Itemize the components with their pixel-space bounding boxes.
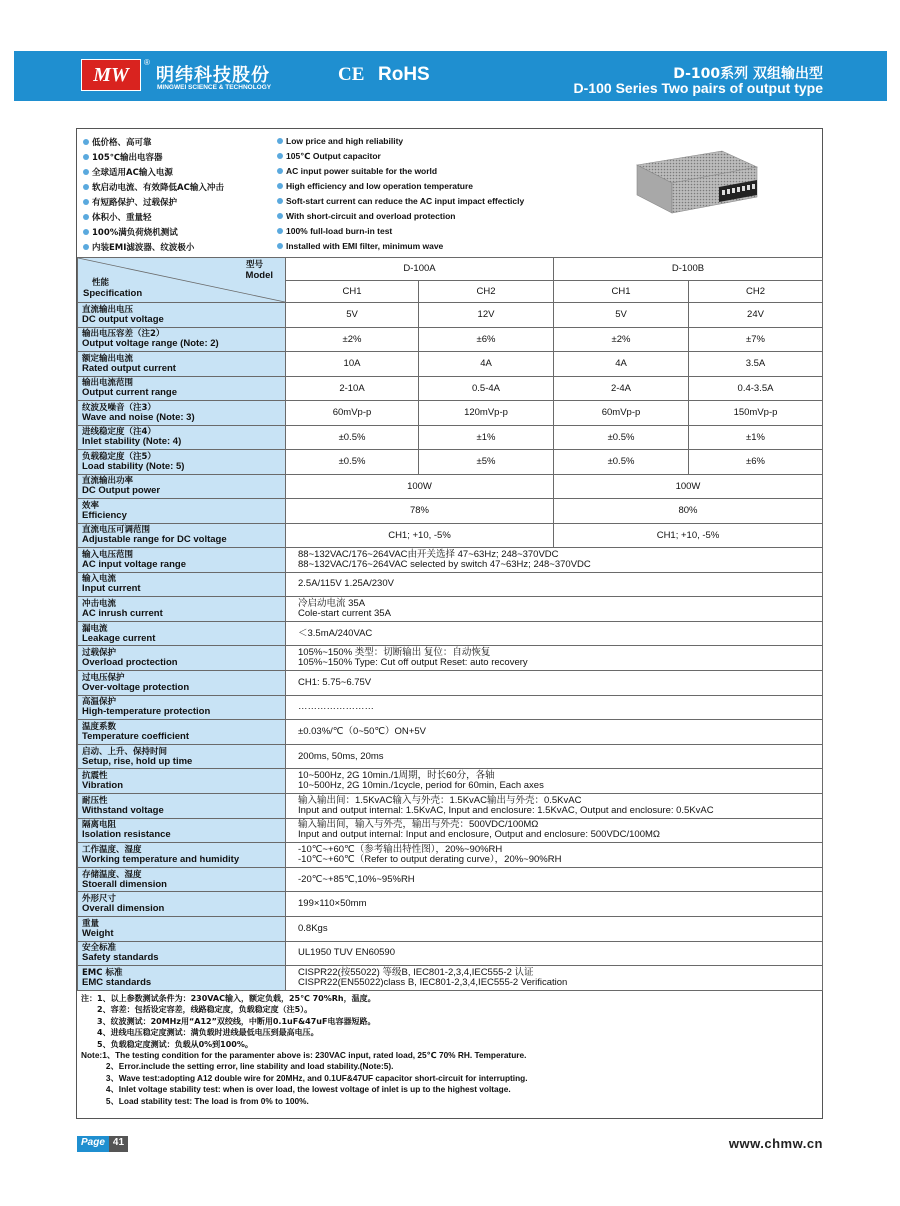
feature-text-cn: 全球适用AC输入电源	[92, 168, 173, 178]
spec-label-cn: 耐压性	[82, 795, 108, 806]
spec-label-cn: 重量	[82, 918, 100, 929]
spec-value-line: 10~500Hz, 2G 10min./1周期，时长60分，各轴	[298, 770, 495, 782]
table-row	[78, 401, 823, 426]
spec-label-cn: 效率	[82, 500, 100, 511]
spec-label-cell	[78, 327, 286, 352]
spec-label-en: Vibration	[82, 780, 123, 792]
registered-mark: ®	[144, 58, 150, 67]
spec-value-line: -10℃~+60℃（Refer to output derating curve），20%~90%RH	[298, 853, 562, 865]
spec-value-line: 105%~150% Type: Cut off output Reset: auto recovery	[298, 657, 528, 669]
spec-label-cell	[78, 744, 286, 769]
spec-label-cn: 安全标准	[82, 943, 117, 954]
spec-value-cell: 78%	[286, 499, 554, 524]
spec-label-cn: 隔离电阻	[82, 820, 117, 831]
spec-value-cell	[286, 916, 823, 941]
spec-label-en: Specification	[83, 288, 143, 299]
spec-value-line: 200ms, 50ms, 20ms	[298, 750, 384, 762]
spec-label-en: AC input voltage range	[82, 558, 186, 570]
bullet-icon	[83, 229, 89, 235]
model-spec-header-cell	[78, 258, 286, 303]
spec-label-cell	[78, 720, 286, 745]
spec-label-cell	[78, 548, 286, 573]
spec-label-cn: 漏电流	[82, 623, 108, 634]
table-row	[78, 523, 823, 548]
company-name-cn: 明纬科技股份	[156, 65, 270, 86]
spec-value-cell: ±2%	[286, 327, 419, 352]
bullet-icon	[83, 154, 89, 160]
spec-value-cell	[286, 572, 823, 597]
feature-item-en	[277, 166, 437, 176]
spec-label-cn: 纹波及噪音（注3）	[82, 402, 156, 413]
spec-label-cell	[78, 499, 286, 524]
spec-label-en: EMC standards	[82, 976, 152, 988]
spec-label-cn: 外形尺寸	[82, 894, 117, 905]
feature-text-cn: 软启动电流、有效降低AC输入冲击	[92, 183, 224, 193]
spec-value-cell	[286, 744, 823, 769]
spec-label-en: Over-voltage protection	[82, 681, 190, 693]
series-title-en: D-100 Series Two pairs of output type	[573, 80, 823, 96]
company-name-en: MINGWEI SCIENCE & TECHNOLOGY	[157, 84, 272, 91]
model-d100a-header: D-100A	[286, 258, 554, 281]
spec-value-cell	[286, 548, 823, 573]
note-line-cn: 2、容差：包括设定容差，线路稳定度，负载稳定度（注5）。	[81, 1005, 313, 1015]
feature-text-en: 100% full-load burn-in test	[286, 226, 393, 236]
spec-label-en: Isolation resistance	[82, 829, 171, 841]
feature-item-en	[277, 226, 392, 236]
spec-label-cell	[78, 843, 286, 868]
spec-value-cell	[286, 892, 823, 917]
spec-label-en: AC inrush current	[82, 607, 163, 619]
spec-label-en: Wave and noise (Note: 3)	[82, 411, 195, 423]
table-row	[78, 572, 823, 597]
spec-value-cell: 120mVp-p	[419, 401, 554, 426]
power-supply-product-image	[627, 147, 762, 219]
spec-value-cell: 4A	[419, 352, 554, 377]
spec-label-en: High-temperature protection	[82, 706, 211, 718]
spec-value-cell	[286, 793, 823, 818]
spec-value-cell: ±0.5%	[286, 450, 419, 475]
spec-value-cell: ±5%	[419, 450, 554, 475]
bullet-icon	[83, 169, 89, 175]
spec-label-cell	[78, 670, 286, 695]
spec-value-cell: ±0.5%	[554, 450, 689, 475]
spec-label-cn: 直流电压可调范围	[82, 525, 151, 536]
note-line-en: Note:1、The testing condition for the paramenter above is: 230VAC input, rated load, 25℃ 70% RH. Temperature.	[81, 1050, 527, 1061]
table-row	[78, 597, 823, 622]
spec-value-cell: 2-10A	[286, 376, 419, 401]
table-row	[78, 720, 823, 745]
spec-value-cell: 4A	[554, 352, 689, 377]
spec-label-cell	[78, 695, 286, 720]
feature-text-en: Installed with EMI filter, minimum wave	[286, 241, 444, 251]
spec-label-en: Overall dimension	[82, 903, 165, 915]
spec-label-cell	[78, 597, 286, 622]
table-row	[78, 941, 823, 966]
spec-value-cell: 10A	[286, 352, 419, 377]
spec-label-cn: 性能	[92, 278, 110, 288]
spec-value-line: 10~500Hz, 2G 10min./1cycle, period for 60min, Each axes	[298, 780, 544, 792]
channel-header: CH2	[689, 280, 823, 303]
bullet-icon	[83, 214, 89, 220]
table-row	[78, 474, 823, 499]
note-line-en: 2、Error.include the setting error, line stability and load stability.(Note:5).	[81, 1061, 394, 1072]
feature-text-en: High efficiency and low operation temperature	[286, 181, 474, 191]
table-row	[78, 646, 823, 671]
table-row	[78, 867, 823, 892]
spec-value-cell: 80%	[554, 499, 823, 524]
feature-item-en	[277, 196, 524, 206]
spec-value-line: 输入输出间：1.5KvAC输入与外壳：1.5KvAC输出与外壳：0.5KvAC	[298, 794, 582, 806]
table-row	[78, 843, 823, 868]
table-row	[78, 303, 823, 328]
spec-value-cell: CH1; +10, -5%	[554, 523, 823, 548]
table-row	[78, 892, 823, 917]
spec-label-en: Efficiency	[82, 509, 127, 521]
spec-value-cell: CH1; +10, -5%	[286, 523, 554, 548]
bullet-icon	[83, 244, 89, 250]
feature-item-cn	[83, 211, 152, 223]
spec-value-line: ±0.03%/℃（0~50℃）ON+5V	[298, 725, 426, 737]
table-row	[78, 352, 823, 377]
spec-label-en: Inlet stability (Note: 4)	[82, 436, 182, 448]
spec-label-en: Withstand voltage	[82, 804, 164, 816]
table-row	[78, 916, 823, 941]
spec-value-cell: 60mVp-p	[554, 401, 689, 426]
spec-label-cell	[78, 769, 286, 794]
spec-label-en: Weight	[82, 927, 114, 939]
spec-value-line: CH1: 5.75~6.75V	[298, 676, 372, 688]
spec-label-en: Setup, rise, hold up time	[82, 755, 193, 767]
page-number: 41	[109, 1136, 128, 1152]
datasheet-frame	[76, 128, 823, 1119]
spec-value-cell: ±1%	[689, 425, 823, 450]
spec-label-cn: 额定输出电流	[82, 353, 134, 364]
channel-header: CH1	[286, 280, 419, 303]
table-row	[78, 621, 823, 646]
spec-value-line: ……………………	[298, 701, 374, 713]
spec-label-cell	[78, 474, 286, 499]
spec-value-cell: 150mVp-p	[689, 401, 823, 426]
bullet-icon	[83, 199, 89, 205]
model-label-en: Model	[245, 270, 273, 281]
feature-item-cn	[83, 241, 194, 253]
spec-label-en: Stoerall dimension	[82, 878, 167, 890]
spec-label-cell	[78, 867, 286, 892]
spec-label-cell	[78, 352, 286, 377]
spec-label-cell	[78, 892, 286, 917]
spec-value-line: CISPR22(EN55022)class B, IEC801-2,3,4,IEC555-2 Verification	[298, 976, 568, 988]
rohs-mark: RoHS	[378, 64, 430, 85]
feature-item-en	[277, 181, 473, 191]
spec-label-cn: 输出电压容差（注2）	[82, 329, 165, 340]
model-d100b-header: D-100B	[554, 258, 823, 281]
feature-item-cn	[83, 196, 177, 208]
spec-label-cn: 负载稳定度（注5）	[82, 451, 156, 462]
spec-label-cell	[78, 425, 286, 450]
bullet-icon	[83, 139, 89, 145]
spec-value-line: UL1950 TUV EN60590	[298, 947, 395, 959]
series-title-cn: D-100系列 双组输出型	[673, 66, 823, 82]
spec-label-en: Input current	[82, 583, 141, 595]
spec-label-en: Safety standards	[82, 952, 159, 964]
spec-value-line: 0.8Kgs	[298, 922, 328, 934]
feature-text-cn: 105℃输出电容器	[92, 153, 163, 163]
spec-label-en: DC output voltage	[82, 313, 164, 325]
spec-value-line: ＜3.5mA/240VAC	[298, 627, 373, 639]
spec-label-en: Temperature coefficient	[82, 730, 189, 742]
spec-label-en: Rated output current	[82, 362, 176, 374]
table-row	[78, 499, 823, 524]
feature-item-cn	[83, 151, 163, 163]
spec-label-cn: 输入电压范围	[82, 549, 134, 560]
table-row	[78, 793, 823, 818]
spec-value-line: 88~132VAC/176~264VAC由开关选择 47~63Hz; 248~370VDC	[298, 548, 559, 560]
spec-value-cell: 24V	[689, 303, 823, 328]
spec-value-cell	[286, 867, 823, 892]
feature-text-cn: 100%满负荷烧机测试	[92, 228, 178, 238]
spec-label-cell	[78, 916, 286, 941]
note-line-cn: 5、负载稳定度测试：负载从0%到100%。	[81, 1039, 253, 1049]
spec-value-cell	[286, 646, 823, 671]
bullet-icon	[277, 198, 283, 204]
spec-label-cell	[78, 621, 286, 646]
spec-value-cell: 5V	[286, 303, 419, 328]
spec-value-cell: 2-4A	[554, 376, 689, 401]
spec-label-cell	[78, 376, 286, 401]
spec-value-cell: 100W	[554, 474, 823, 499]
spec-value-line: -10℃~+60℃（参考输出特性图），20%~90%RH	[298, 843, 503, 855]
spec-label-cell	[78, 818, 286, 843]
spec-value-cell	[286, 621, 823, 646]
feature-text-en: 105℃ Output capacitor	[286, 151, 381, 161]
spec-label-cell	[78, 941, 286, 966]
spec-label-cell	[78, 303, 286, 328]
spec-label-cn: 直流输出电压	[82, 304, 134, 315]
spec-value-cell: ±6%	[689, 450, 823, 475]
note-line-en: 4、Inlet voltage stability test: when is over load, the lowest voltage of inlet is up to the highest voltage.	[81, 1084, 511, 1095]
feature-text-en: With short-circuit and overload protection	[286, 211, 456, 221]
feature-text-cn: 有短路保护、过载保护	[92, 198, 178, 208]
spec-value-cell: 5V	[554, 303, 689, 328]
table-row	[78, 769, 823, 794]
table-row	[78, 818, 823, 843]
feature-text-cn: 体积小、重量轻	[92, 213, 152, 223]
spec-label-cn: 输入电流	[82, 574, 117, 585]
spec-value-line: Input and output internal: Input and enclosure, Output and enclosure: 500VDC/100MΩ	[298, 829, 661, 841]
spec-label-cn: 冲击电流	[82, 598, 117, 609]
spec-value-cell	[286, 818, 823, 843]
spec-value-line: 2.5A/115V 1.25A/230V	[298, 578, 394, 590]
spec-value-cell: 60mVp-p	[286, 401, 419, 426]
spec-value-cell: 3.5A	[689, 352, 823, 377]
company-logo: MW	[81, 59, 141, 91]
table-row	[78, 695, 823, 720]
page-indicator	[77, 1136, 128, 1152]
spec-value-cell: ±2%	[554, 327, 689, 352]
spec-label-cell	[78, 523, 286, 548]
spec-value-cell: 100W	[286, 474, 554, 499]
spec-label-en: Working temperature and humidity	[82, 853, 240, 865]
spec-label-cn: 进线稳定度（注4）	[82, 427, 156, 438]
specification-table	[77, 257, 823, 991]
feature-item-cn	[83, 166, 173, 178]
spec-label-cell	[78, 966, 286, 991]
spec-value-cell: 12V	[419, 303, 554, 328]
table-row	[78, 966, 823, 991]
bullet-icon	[277, 243, 283, 249]
bullet-icon	[277, 138, 283, 144]
spec-label-cn: 输出电流范围	[82, 378, 134, 389]
spec-value-line: 冷启动电流 35A	[298, 597, 366, 609]
feature-text-en: Low price and high reliability	[286, 136, 404, 146]
bullet-icon	[277, 228, 283, 234]
spec-label-cn: 温度系数	[82, 721, 117, 732]
bullet-icon	[277, 168, 283, 174]
spec-label-cn: 直流输出功率	[82, 476, 134, 487]
ce-mark: CE	[338, 64, 365, 85]
feature-item-en	[277, 211, 455, 221]
spec-label-cn: 启动、上升、保持时间	[82, 746, 168, 757]
spec-value-line: 199×110×50mm	[298, 898, 367, 910]
bullet-icon	[277, 183, 283, 189]
feature-item-cn	[83, 181, 224, 193]
spec-value-cell: 0.4-3.5A	[689, 376, 823, 401]
table-row	[78, 327, 823, 352]
spec-value-cell	[286, 769, 823, 794]
spec-label-cell	[78, 401, 286, 426]
spec-value-line: Cole-start current 35A	[298, 607, 391, 619]
table-row	[78, 425, 823, 450]
spec-value-cell: ±7%	[689, 327, 823, 352]
feature-item-en	[277, 151, 381, 162]
spec-label-en: Output current range	[82, 387, 178, 399]
bullet-icon	[83, 184, 89, 190]
spec-value-cell: ±1%	[419, 425, 554, 450]
notes-section	[81, 993, 821, 1107]
spec-value-line: -20℃~+85℃,10%~95%RH	[298, 873, 415, 885]
page-label: Page	[77, 1136, 109, 1152]
table-row	[78, 450, 823, 475]
spec-label-en: Overload proctection	[82, 657, 178, 669]
note-line-cn: 4、进线电压稳定度测试：满负载时进线最低电压到最高电压。	[81, 1028, 319, 1038]
feature-text-cn: 内装EMI滤波器、纹波极小	[92, 243, 195, 253]
table-row	[78, 744, 823, 769]
spec-label-cn: 存储温度、湿度	[82, 869, 142, 880]
feature-text-cn: 低价格、高可靠	[92, 138, 152, 148]
spec-value-cell	[286, 966, 823, 991]
website-url: www.chmw.cn	[728, 1136, 823, 1151]
spec-label-cn: 过电压保护	[82, 672, 125, 683]
feature-item-en	[277, 241, 443, 251]
channel-header: CH2	[419, 280, 554, 303]
features-section	[77, 129, 822, 257]
spec-value-cell: 0.5-4A	[419, 376, 554, 401]
spec-value-line: 输入输出间，输入与外壳，输出与外壳：500VDC/100MΩ	[298, 819, 539, 831]
spec-value-line: 88~132VAC/176~264VAC selected by switch 47~63Hz; 248~370VDC	[298, 558, 591, 570]
feature-item-cn	[83, 136, 152, 148]
spec-label-cn: EMC 标准	[82, 967, 123, 978]
spec-label-en: Load stability (Note: 5)	[82, 460, 185, 472]
spec-value-cell	[286, 670, 823, 695]
feature-item-cn	[83, 226, 178, 238]
spec-label-cn: 抗震性	[82, 771, 108, 782]
spec-label-en: Output voltage range (Note: 2)	[82, 338, 219, 350]
note-line-en: 5、Load stability test: The load is from 0% to 100%.	[81, 1095, 309, 1106]
table-row	[78, 376, 823, 401]
spec-label-cell	[78, 572, 286, 597]
model-label-cn: 型号	[245, 260, 263, 270]
spec-value-cell	[286, 720, 823, 745]
feature-item-en	[277, 136, 403, 146]
spec-label-cn: 过载保护	[82, 648, 117, 659]
spec-value-cell: ±0.5%	[554, 425, 689, 450]
spec-value-cell: ±0.5%	[286, 425, 419, 450]
table-row	[78, 548, 823, 573]
spec-value-cell	[286, 597, 823, 622]
feature-text-en: AC input power suitable for the world	[286, 166, 438, 176]
bullet-icon	[277, 213, 283, 219]
channel-header: CH1	[554, 280, 689, 303]
spec-value-cell	[286, 843, 823, 868]
spec-label-en: Leakage current	[82, 632, 156, 644]
spec-value-cell	[286, 695, 823, 720]
spec-label-en: Adjustable range for DC voltage	[82, 534, 227, 546]
spec-value-line: CISPR22(按55022) 等级B, IEC801-2,3,4,IEC555-2 认证	[298, 966, 534, 978]
note-line-en: 3、Wave test:adopting A12 double wire for 20MHz, and 0.1UF&47UF capacitor short-circuit for interrupting.	[81, 1072, 528, 1083]
spec-value-line: 105%~150% 类型：切断输出 复位：自动恢复	[298, 647, 491, 659]
spec-label-en: DC Output power	[82, 485, 161, 497]
header-banner	[14, 51, 887, 101]
spec-label-cell	[78, 793, 286, 818]
spec-value-cell: ±6%	[419, 327, 554, 352]
spec-label-cn: 高温保护	[82, 697, 117, 708]
table-row	[78, 670, 823, 695]
note-line-cn: 注：1、以上参数测试条件为：230VAC输入，额定负载，25℃ 70%Rh，温度。	[81, 994, 376, 1003]
feature-text-en: Soft-start current can reduce the AC input impact effecticly	[286, 196, 525, 206]
note-line-cn: 3、纹波测试：20MHz用“A12”双绞线，中断用0.1uF&47uF电容器短路。	[81, 1016, 376, 1026]
spec-value-line: Input and output internal: 1.5KvAC, Input and enclosure: 1.5KvAC, Output and enclosure: 0.5KvAC	[298, 804, 714, 816]
spec-label-cell	[78, 646, 286, 671]
spec-label-cell	[78, 450, 286, 475]
spec-label-cn: 工作温度、湿度	[82, 844, 142, 855]
spec-value-cell	[286, 941, 823, 966]
bullet-icon	[277, 153, 283, 159]
